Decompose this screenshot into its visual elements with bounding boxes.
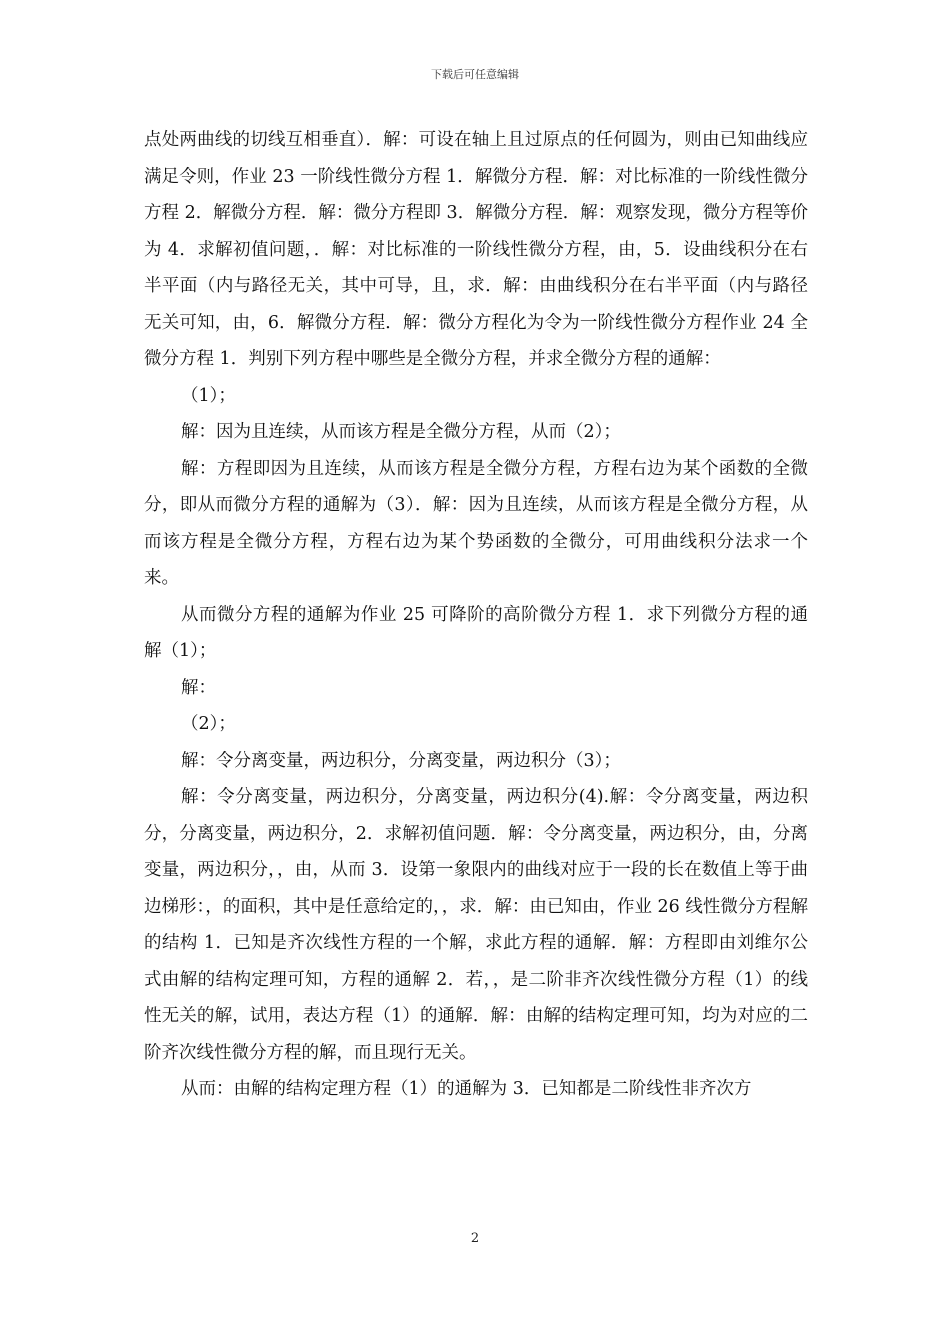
page-header: 下载后可任意编辑 xyxy=(431,68,519,81)
paragraph-1: 点处两曲线的切线互相垂直）．解：可设在轴上且过原点的任何圆为，则由已知曲线应满足令则，作业 23 一阶线性微分方程 1．解微分方程．解：对比标准的一阶线性微分方程 2．解微分方程．解：微分方程即 3．解微分方程．解：观察发现，微分方程等价为 4．求解初值问题，．解：对比标准的一阶线性微分方程，由，5．设曲线积分在右半平面（内与路径无关，其中可导，且，求．解：由曲线积分在右半平面（内与路径无关可知，由，6．解微分方程．解：微分方程化为令为一阶线性微分方程作业 24 全微分方程 1．判别下列方程中哪些是全微分方程，并求全微分方程的通解： xyxy=(144,130,808,369)
paragraph-10: 从而：由解的结构定理方程（1）的通解为 3．已知都是二阶线性非齐次方 xyxy=(181,1079,752,1099)
page-number: 2 xyxy=(470,1231,480,1246)
paragraph-8: 解：令分离变量，两边积分，分离变量，两边积分（3）； xyxy=(181,750,621,771)
document-body xyxy=(144,122,808,1108)
paragraph-2: （1）； xyxy=(181,385,236,406)
paragraph-9: 解：令分离变量，两边积分，分离变量，两边积分(4).解：令分离变量，两边积分，分离变量，两边积分，2．求解初值问题．解：令分离变量，两边积分，由，分离变量，两边积分，，由，从而 3．设第一象限内的曲线对应于一段的长在数值上等于曲边梯形：，的面积，其中是任意给定的，，求．解：由已知由，作业 26 线性微分方程解的结构 1．已知是齐次线性方程的一个解，求此方程的通解．解：方程即由刘维尔公式由解的结构定理可知，方程的通解 2．若，，是二阶非齐次线性微分方程（1）的线性无关的解，试用，表达方程（1）的通解．解：由解的结构定理可知，均为对应的二阶齐次线性微分方程的解，而且现行无关。 xyxy=(144,787,808,1063)
paragraph-5: 从而微分方程的通解为作业 25 可降阶的高阶微分方程 1．求下列微分方程的通解（1）； xyxy=(144,604,808,661)
paragraph-4: 解：方程即因为且连续，从而该方程是全微分方程，方程右边为某个函数的全微分，即从而微分方程的通解为（3）．解：因为且连续，从而该方程是全微分方程，从而该方程是全微分方程，方程右边为某个势函数的全微分，可用曲线积分法求一个来。 xyxy=(144,458,808,588)
paragraph-3: 解：因为且连续，从而该方程是全微分方程，从而（2）； xyxy=(181,422,621,442)
paragraph-7: （2）； xyxy=(181,714,236,734)
paragraph-6: 解： xyxy=(181,677,216,698)
